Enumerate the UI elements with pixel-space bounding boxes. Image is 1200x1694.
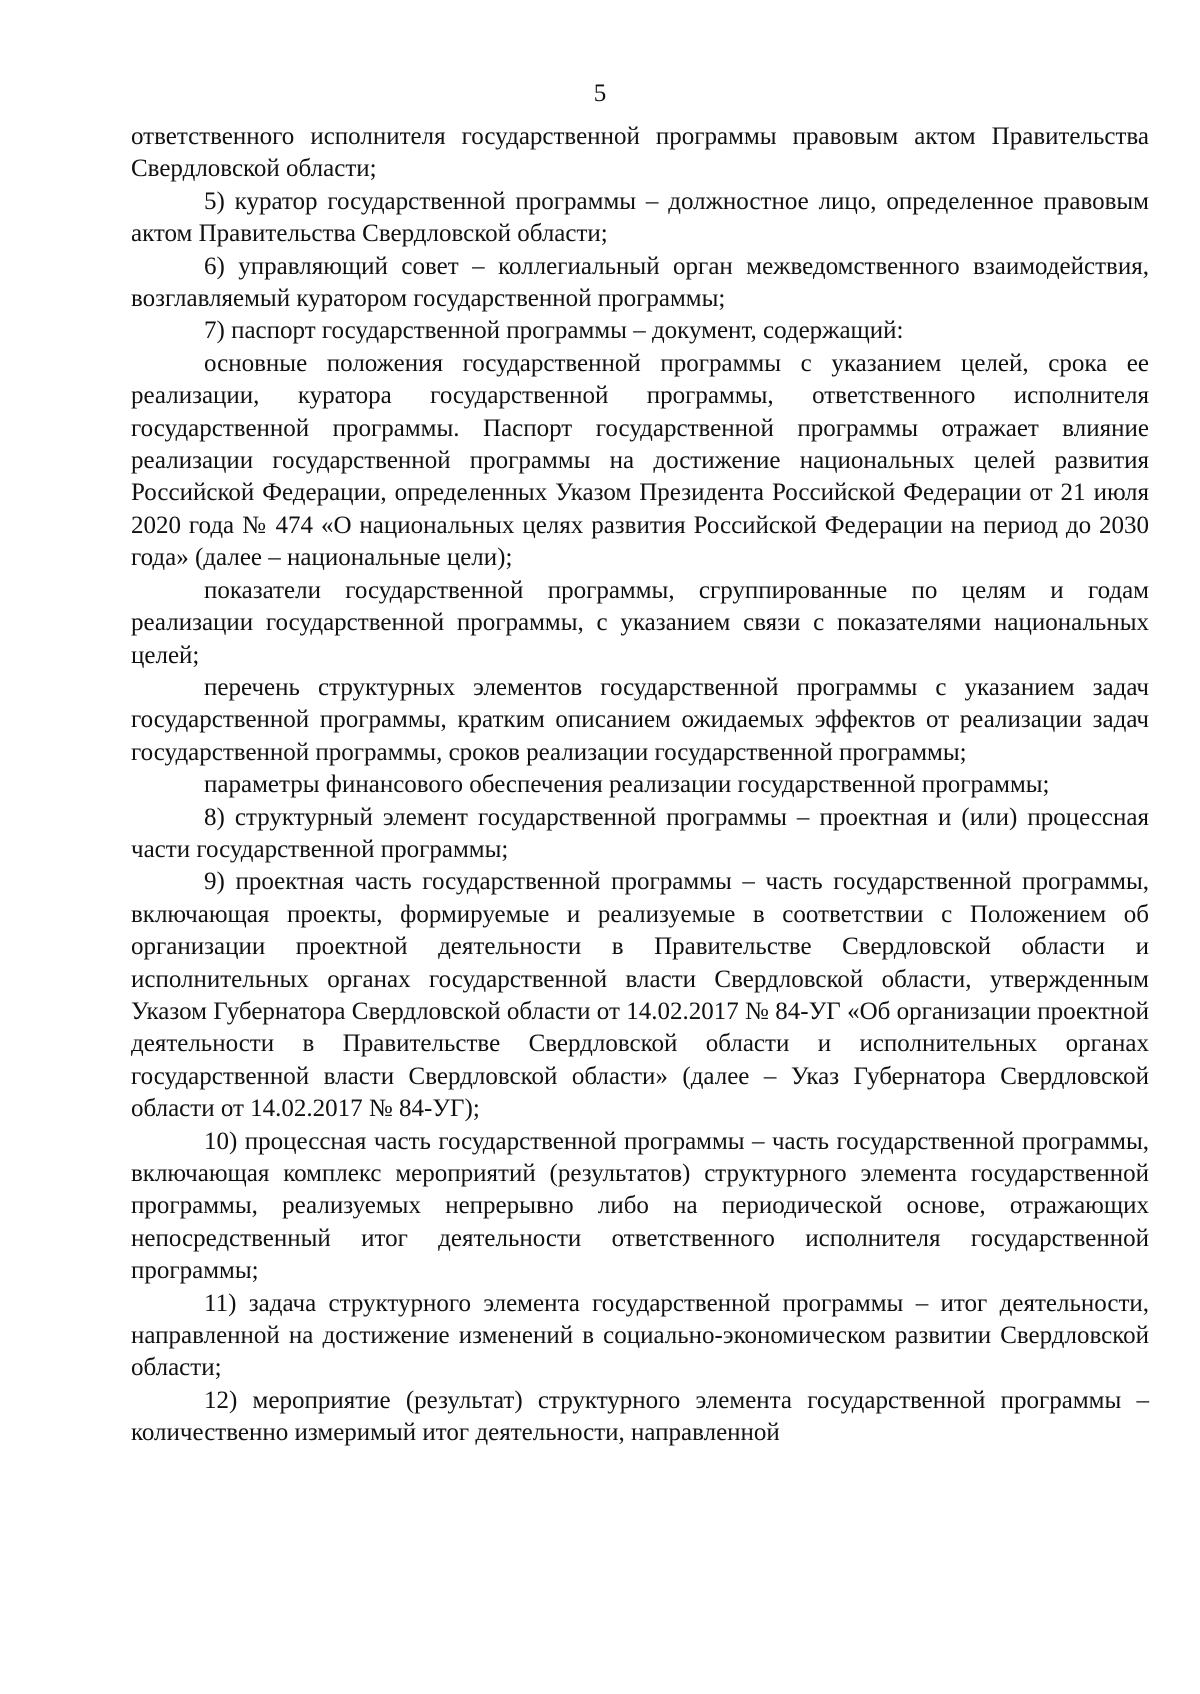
paragraph-passport-main-provisions: основные положения государственной программы с указанием целей, срока ее реализации, куратора государственной программы, ответственного исполнителя государственной программы. Паспорт государственной программы отражает влияние реализации государственной программы на достижение национальных целей развития Российской Федерации, определенных Указом Президента Российской Федерации от 21 июля 2020 года № 474 «О национальных целях развития Российской Федерации на период до 2030 года» (далее – национальные цели); xyxy=(131,349,1149,572)
paragraph-passport-indicators: показатели государственной программы, сгруппированные по целям и годам реализации государственной программы, с указанием связи с показателями национальных целей; xyxy=(131,576,1149,669)
paragraph-passport-financing: параметры финансового обеспечения реализации государственной программы; xyxy=(204,771,1050,799)
paragraph-item-10-process-part: 10) процессная часть государственной программы – часть государственной программы, включающая комплекс мероприятий (результатов) структурного элемента государственной программы, реализуемых непрерывно либо на периодической основе, отражающих непосредственный итог деятельности ответственного исполнителя государственной программы; xyxy=(131,1127,1149,1285)
paragraph-item-8-structural-element: 8) структурный элемент государственной программы – проектная и (или) процессная части государственной программы; xyxy=(131,803,1149,863)
paragraph-item-5-curator: 5) куратор государственной программы – должностное лицо, определенное правовым актом Правительства Свердловской области; xyxy=(131,187,1149,248)
paragraph-item-12-measure: 12) мероприятие (результат) структурного элемента государственной программы – количественно измеримый итог деятельности, направленной xyxy=(131,1386,1149,1447)
paragraph-item-11-task: 11) задача структурного элемента государственной программы – итог деятельности, направленной на достижение изменений в социально-экономическом развитии Свердловской области; xyxy=(131,1289,1149,1382)
paragraph-item-6-managing-council: 6) управляющий совет – коллегиальный орган межведомственного взаимодействия, возглавляемый куратором государственной программы; xyxy=(131,252,1149,313)
paragraph-continuation: ответственного исполнителя государственной программы правовым актом Правительства Свердловской области; xyxy=(131,123,1149,183)
paragraph-passport-structural-elements: перечень структурных элементов государственной программы с указанием задач государственной программы, кратким описанием ожидаемых эффектов от реализации задач государственной программы, сроков реализации государственной программы; xyxy=(131,673,1149,766)
page-number: 5 xyxy=(593,80,607,107)
paragraph-item-9-project-part: 9) проектная часть государственной программы – часть государственной программы, включающая проекты, формируемые и реализуемые в соответствии с Положением об организации проектной деятельности в Правительстве Свердловской области и исполнительных органах государственной власти Свердловской области, утвержденным Указом Губернатора Свердловской области от 14.02.2017 № 84-УГ «Об организации проектной деятельности в Правительстве Свердловской области и исполнительных органах государственной власти Свердловской области» (далее – Указ Губернатора Свердловской области от 14.02.2017 № 84-УГ); xyxy=(131,868,1149,1123)
document-body xyxy=(131,121,1149,1450)
paragraph-item-7-passport: 7) паспорт государственной программы – документ, содержащий: xyxy=(204,317,904,345)
